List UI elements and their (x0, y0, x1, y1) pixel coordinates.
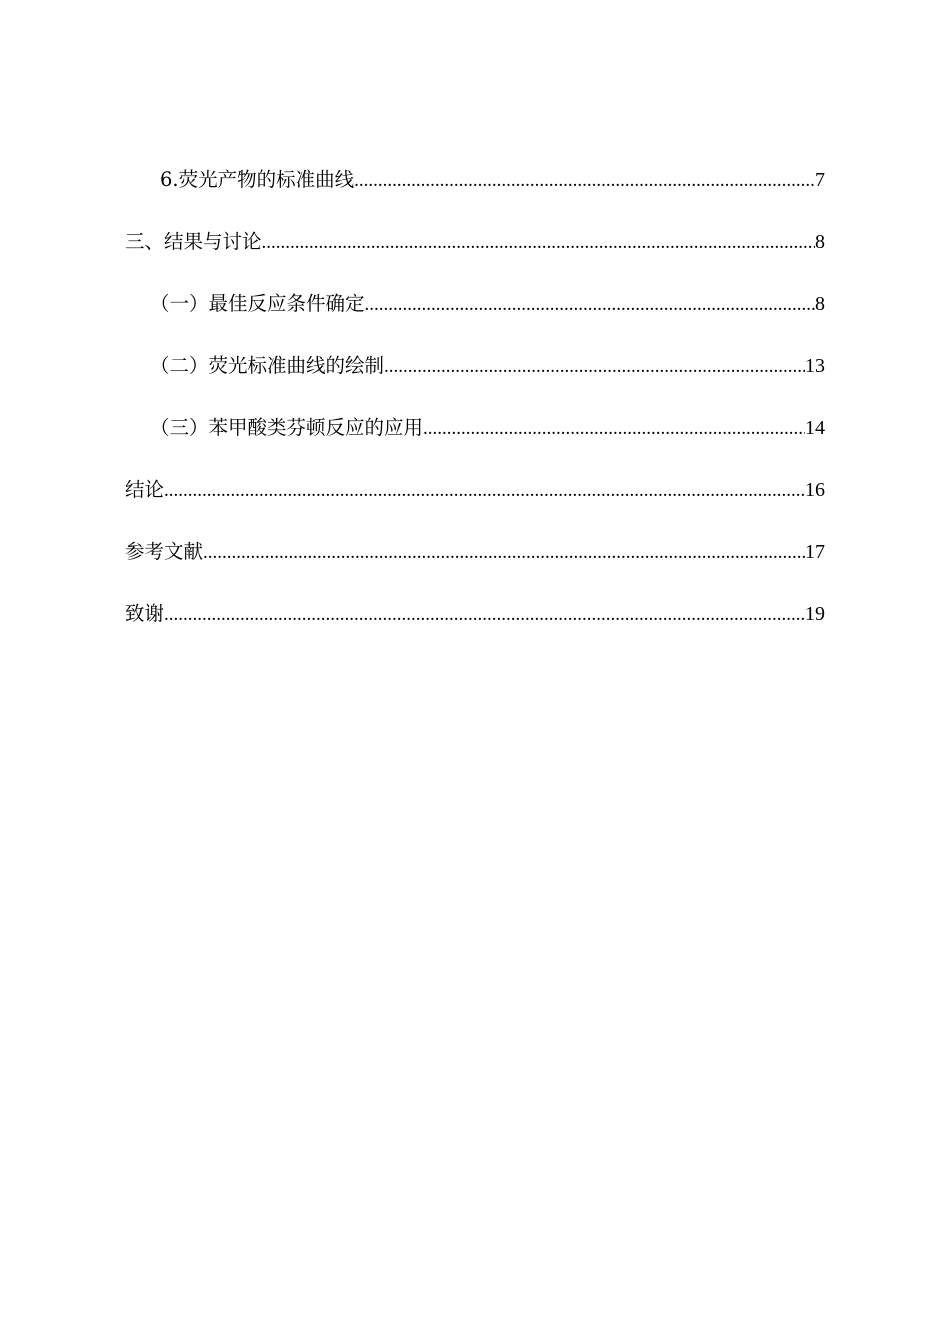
toc-entry-title: （三）苯甲酸类芬顿反应的应用 (150, 416, 424, 439)
toc-page-number: 17 (805, 541, 825, 563)
toc-page-number: 13 (805, 355, 825, 377)
toc-dot-leader (164, 602, 805, 628)
toc-page-number: 19 (805, 603, 825, 625)
toc-entry-title: 参考文献 (125, 540, 204, 563)
toc-entry-title: （二）荧光标准曲线的绘制 (150, 354, 385, 377)
toc-page-number: 7 (815, 169, 825, 191)
toc-entry-results-discussion[interactable] (125, 229, 825, 255)
toc-page-number: 8 (815, 293, 825, 315)
toc-dot-leader (262, 230, 815, 256)
toc-entry-title: （一）最佳反应条件确定 (150, 292, 365, 315)
toc-entry-fluorescent-product-standard-curve[interactable] (160, 167, 825, 193)
toc-dot-leader (164, 478, 805, 504)
toc-dot-leader (384, 354, 805, 380)
toc-entry-title: 6.荧光产物的标准曲线 (160, 168, 355, 191)
toc-dot-leader (203, 540, 805, 566)
toc-entry-benzoic-acid-fenton-application[interactable] (150, 415, 825, 441)
toc-dot-leader (354, 168, 815, 194)
toc-entry-references[interactable] (125, 539, 825, 565)
toc-dot-leader (365, 292, 815, 318)
toc-entry-title: 结论 (125, 478, 165, 501)
toc-entry-standard-curve-plotting[interactable] (150, 353, 825, 379)
toc-dot-leader (423, 416, 805, 442)
toc-entry-conclusion[interactable] (125, 477, 825, 503)
toc-entry-acknowledgements[interactable] (125, 601, 825, 627)
toc-entry-title: 三、结果与讨论 (125, 230, 262, 253)
toc-entry-title: 致谢 (125, 602, 165, 625)
toc-page-number: 8 (815, 231, 825, 253)
toc-entry-optimal-conditions[interactable] (150, 291, 825, 317)
toc-page-number: 16 (805, 479, 825, 501)
toc-page-number: 14 (805, 417, 825, 439)
